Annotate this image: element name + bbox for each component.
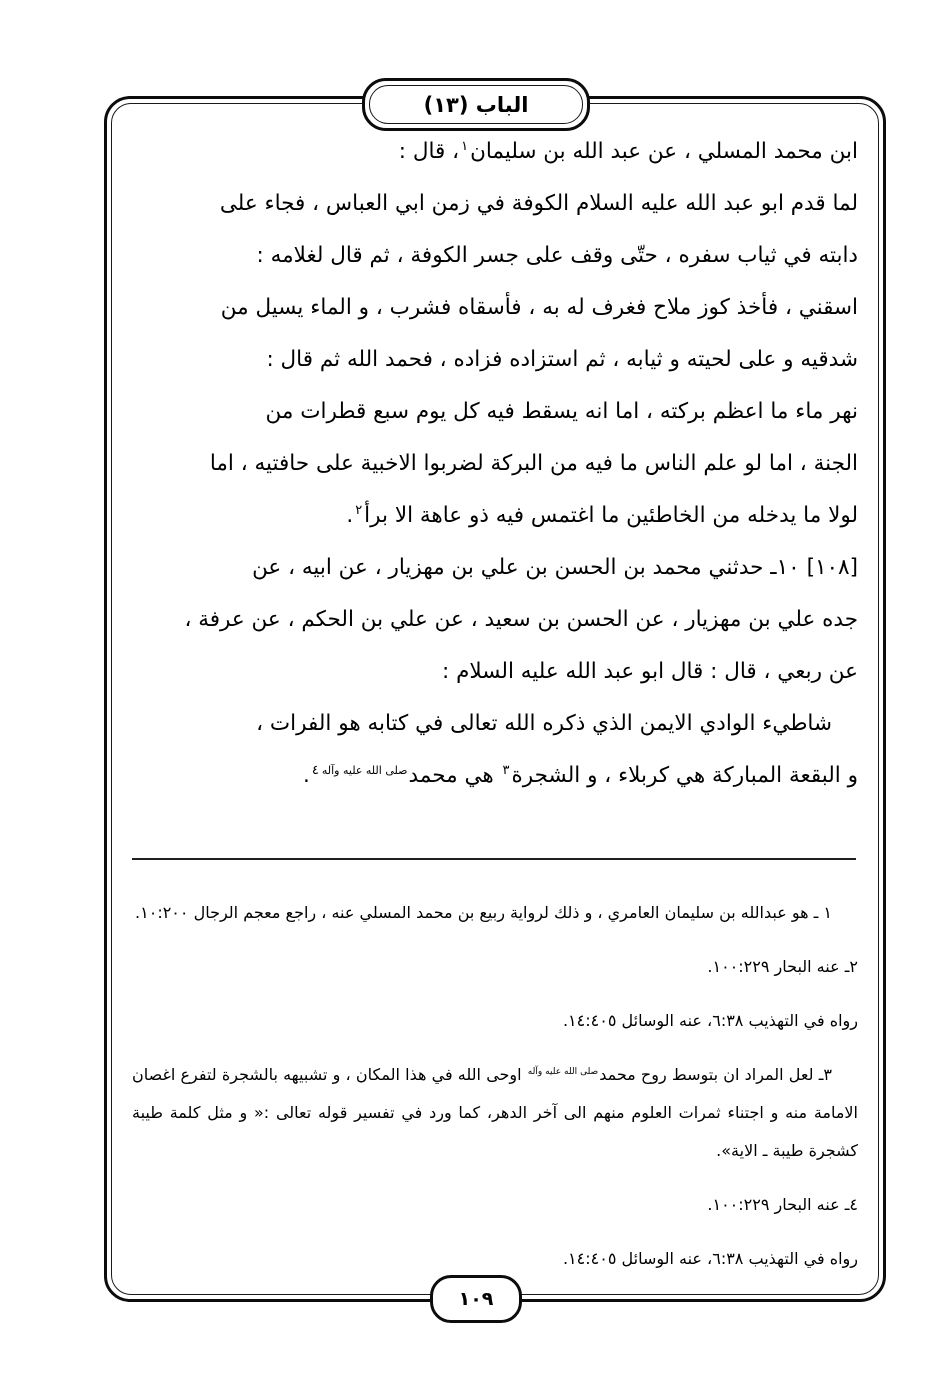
- narration-1-text-1: لما قدم ابو عبد الله عليه السلام الكوفة في زمن ابي العباس ، فجاء على: [219, 191, 858, 216]
- narration-1-text-4: شدقيه و على لحيته و ثيابه ، ثم استزاده فزاده ، فحمد الله ثم قال :: [266, 347, 858, 372]
- narration-2-text-2: الجنة ، اما لو علم الناس ما فيه من البركة لضربوا الاخبية على حافتيه ، اما: [209, 451, 858, 476]
- hadith-108-line-1: [132, 542, 858, 594]
- matn-text-2c: .: [303, 763, 310, 788]
- chapter-header-capsule: [362, 78, 590, 131]
- isnad-text: ابن محمد المسلي ، عن عبد الله بن سليمان: [470, 139, 858, 164]
- footnote-2-source-text: رواه في التهذيب ٦:٣٨، عنه الوسائل ١٤:٤٠٥.: [562, 1011, 858, 1030]
- narration-1-line-2: [132, 230, 858, 282]
- footnote-2-marker: ٢: [849, 957, 858, 976]
- footnote-3-marker: ٣: [823, 1065, 832, 1084]
- footnote-honorific-salla-allah-icon: صلى الله عليه وآله: [527, 1066, 599, 1077]
- narration-1-text-2: دابته في ثياب سفره ، حتّى وقف على جسر الكوفة ، ثم قال لغلامه :: [256, 243, 858, 268]
- footnote-ref-3: ٣: [502, 762, 510, 778]
- narration-1-line-1: [132, 178, 858, 230]
- footnote-item-1: [132, 894, 858, 932]
- footnote-1-marker: ١: [823, 903, 832, 922]
- hadith-108-line-3: [132, 646, 858, 698]
- footnote-ref-2: ٢: [355, 502, 363, 518]
- footnote-separator: [132, 858, 856, 860]
- footnote-item-2-source: [132, 1002, 858, 1040]
- footnote-3-text-b: اوحى الله في هذا المكان ، و تشبيهه بالشجرة لتفرع اغصان الامامة منه و اجتناء ثمرات العلوم منهم الى آخر الدهر، كما ورد في تفسير قوله تعالى :« و مثل كلمة طيبة كشجرة طيبة ـ الاية».: [132, 1065, 858, 1160]
- narration-2-line-3: [132, 490, 858, 542]
- footnote-2-text: ـ عنه البحار ١٠٠:٢٢٩.: [707, 957, 850, 976]
- footnote-item-4: [132, 1186, 858, 1224]
- matn-text-2b: هي محمد: [408, 763, 494, 788]
- footnote-4-marker: ٤: [849, 1195, 858, 1214]
- footnote-1-text: ـ هو عبدالله بن سليمان العامري ، و ذلك لرواية ربيع بن محمد المسلي عنه ، راجع معجم الرجال ١٠:٢٠٠.: [135, 903, 819, 922]
- footnote-ref-4: ٤: [311, 762, 319, 778]
- hadith-serial-number: ١٠: [776, 555, 800, 580]
- footnote-4-text: ـ عنه البحار ١٠٠:٢٢٩.: [707, 1195, 850, 1214]
- matn-text-2a: و البقعة المباركة هي كربلاء ، و الشجرة: [511, 763, 858, 788]
- hadith-108-text-3: عن ربعي ، قال : قال ابو عبد الله عليه السلام :: [442, 659, 858, 684]
- narration-2-line-1: [132, 386, 858, 438]
- footnote-item-4-source: [132, 1240, 858, 1278]
- narration-1-text-3: اسقني ، فأخذ كوز ملاح فغرف له به ، فأسقاه فشرب ، و الماء يسيل من: [220, 295, 858, 320]
- hadith-108-line-2: [132, 594, 858, 646]
- hadith-108-text-2: جده علي بن مهزيار ، عن الحسن بن سعيد ، عن علي بن الحكم ، عن عرفة ،: [184, 607, 858, 632]
- page-body: [132, 126, 858, 802]
- matn-text-1: شاطيء الوادي الايمن الذي ذكره الله تعالى في كتابه هو الفرات ،: [256, 711, 832, 736]
- page-number: ١٠٩: [458, 1288, 494, 1310]
- narration-2-tail: .: [346, 503, 354, 528]
- footnote-block: [132, 878, 858, 1294]
- hadith-108-text-1: ـ حدثني محمد بن الحسن بن علي بن مهزيار ، عن ابيه ، عن: [252, 555, 777, 580]
- page-number-capsule: [430, 1275, 522, 1323]
- footnote-3-text-a: ـ لعل المراد ان بتوسط روح محمد: [599, 1065, 824, 1084]
- chapter-title: الباب (١٣): [423, 92, 529, 117]
- footnote-ref-1: ١: [461, 138, 469, 154]
- footnote-4-source-text: رواه في التهذيب ٦:٣٨، عنه الوسائل ١٤:٤٠٥.: [562, 1249, 858, 1268]
- footnote-item-3: [132, 1056, 858, 1170]
- hadith-bracket-number: [١٠٨]: [806, 555, 858, 580]
- paragraph-isnad-continuation: [132, 126, 858, 178]
- narration-1-line-3: [132, 282, 858, 334]
- footnote-item-2: [132, 948, 858, 986]
- narration-2-text-3: لولا ما يدخله من الخاطئين ما اغتمس فيه ذو عاهة الا برأ: [364, 503, 858, 528]
- honorific-salla-allah-icon: صلى الله عليه وآله: [321, 763, 408, 777]
- narration-2-line-2: [132, 438, 858, 490]
- hadith-108-matn-line-2: [132, 750, 858, 802]
- narration-1-line-4: [132, 334, 858, 386]
- isnad-tail: ، قال :: [398, 139, 460, 164]
- narration-2-text-1: نهر ماء ما اعظم بركته ، اما انه يسقط فيه كل يوم سبع قطرات من: [265, 399, 858, 424]
- hadith-108-matn-line-1: [132, 698, 858, 750]
